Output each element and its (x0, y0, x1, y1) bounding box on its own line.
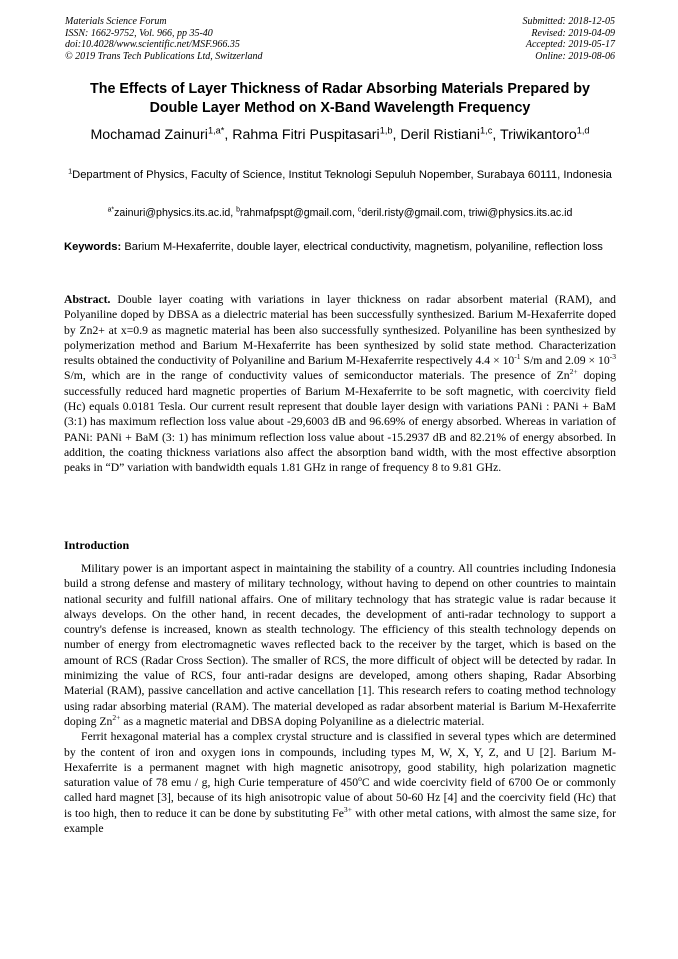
author-email[interactable]: deril.risty@gmail.com (361, 207, 463, 219)
affiliation (64, 168, 616, 183)
author-affiliation-marker: 1,d (576, 125, 590, 136)
paragraph-text: Ferrit hexagonal material has a complex crystal structure and is classified in several types which are determined by the content of iron and oxygen ions in compounds, including types M, W, X, Y, Z, and U [2]. Barium M-Hexaferrite is a permanent magnet with high magnetic anisotropy, good stability, high polarization magnetic saturation value of 78 emu / g, high Curie temperature of 450 (64, 730, 616, 790)
author-name: Deril Ristiani (400, 127, 481, 143)
author-email[interactable]: triwi@physics.its.ac.id (468, 207, 573, 219)
author-affiliation-marker: 1,a* (207, 125, 225, 136)
online-date: Online: 2019-08-06 (535, 50, 615, 62)
exponent: -1 (514, 352, 521, 362)
exponent: -3 (609, 352, 616, 362)
abstract-text: Double layer coating with variations in layer thickness on radar absorbent material (RAM), and Polyaniline doped by DBSA as a dielectric material has been successfully synthesized. Barium M-Hexaferrite doped by Zn2+ at x=0.9 as magnetic material has been also successfully synthesized. Polyaniline has been synthesized by polymerization method and Barium M-Hexaferrite has been synthesized by solid state method. Characterization results obtained the conductivity of Polyaniline and Barium M-Hexaferrite respectively 4.4 × 10 (64, 293, 617, 368)
doi-line: doi:10.4028/www.scientific.net/MSF.966.35 (65, 39, 240, 50)
author-affiliation-marker: 1,b (379, 125, 393, 136)
paragraph-text: as a magnetic material and DBSA doping Polyaniline as a dielectric material. (120, 714, 485, 728)
exponent: 2+ (112, 713, 121, 723)
keywords-label: Keywords: (64, 241, 122, 253)
journal-name: Materials Science Forum (65, 16, 167, 27)
author-list: Mochamad Zainuri$^{1,a*}$, Rahma Fitri Puspitasari$^{1,b}$, Deril Ristiani$^{1,c}$, Triwikantoro$^{1,d}$ (90, 125, 590, 143)
paragraph (64, 729, 616, 836)
author-email[interactable]: rahmafpspt@gmail.com (239, 207, 352, 219)
affiliation-text: Department of Physics, Faculty of Science, Institut Teknologi Sepuluh Nopember, Surabaya 60111, Indonesia (72, 169, 612, 181)
affiliation-marker: 1 (68, 166, 73, 176)
abstract-text: doping successfully reduced hard magnetic properties of Barium M-Hexaferrite to be soft magnetic, with coercivity field (Hc) equals 0.0181 Tesla. Our current result represent that double layer design with variations PANi : PANi + BaM (3:1) has maximum reflection loss value about -29,6003 dB and 96.69% of energy absorbed. Whereas in variation of PANi: PANi + BaM (3: 1) has minimum reflection loss value about -15.2937 dB and 82.21% of energy absorbed. In addition, the coating thickness variations also affect the absorption band width, with the most effective absorption peaks in “D” variation with bandwidth equals 1.81 GHz in range of frequency 8 to 9.81 GHz. (64, 369, 616, 475)
exponent: o (358, 774, 362, 784)
paragraph-text: with other metal cations, with almost the same size, for example (64, 806, 616, 836)
paragraph-text: C and wide coercivity field of 6700 Oe or commonly called hard magnet [3], because of its high anisotropic value of about 50-60 Hz [4] and the coercivity field (Hc) that is too high, then to reduce it can be done by substituting Fe (64, 776, 616, 820)
introduction-body (64, 561, 616, 836)
email-list: $^{a*}$zainuri@physics.its.ac.id, $^b$rahmafpspt@gmail.com, $^c$deril.risty@gmail.com, triwi@physics.its.ac.id (107, 206, 573, 219)
author-name: Triwikantoro (499, 127, 577, 143)
introduction-heading: Introduction (64, 538, 130, 552)
submitted-date: Submitted: 2018-12-05 (522, 16, 615, 27)
issn-line: ISSN: 1662-9752, Vol. 966, pp 35-40 (65, 27, 213, 39)
paper-title: The Effects of Layer Thickness of Radar Absorbing Materials Prepared by Double Layer Method on X-Band Wavelength Frequency (89, 81, 590, 116)
abstract-text: S/m and 2.09 × 10 (520, 354, 610, 368)
accepted-date: Accepted: 2019-05-17 (525, 39, 615, 50)
paragraph-text: Military power is an important aspect in maintaining the stability of a country. All countries including Indonesia build a strong defense and mastery of military technology, without having to depend on other countries to maintain national security and fulfill national affairs. One of military technology that has strategic value is radar because it always develops. On the other hand, in recent decades, the development of anti-radar technology to support a country's defense is increased, known as stealth technology. The efficiency of this stealth technology depends on number of energy from electromagnetic waves reflected back to the receiver by the target, which is based on the amount of RCS (Radar Cross Section). The smaller of RCS, the more difficult of object will be detected by radar. In minimizing the value of RCS, four anti-radar designs are developed, among others shaping, Radar Absorbing Material (RAM), passive cancellation and active cancellation [1]. This research refers to coating method technology using radar absorbing material (RAM). The material developed as radar absorbent material is Barium M-Hexaferrite doping Zn (64, 562, 616, 728)
keywords-text: Barium M-Hexaferrite, double layer, electrical conductivity, magnetism, polyaniline, reflection loss (124, 241, 603, 253)
email-marker: b (236, 206, 240, 214)
exponent: 3+ (343, 804, 352, 814)
author-name: Mochamad Zainuri (90, 127, 208, 143)
abstract-label: Abstract. (64, 293, 111, 306)
publication-dates (523, 16, 616, 62)
copyright-line: © 2019 Trans Tech Publications Ltd, Switzerland (65, 50, 263, 62)
email-marker: c (357, 206, 362, 214)
author-name: Rahma Fitri Puspitasari (232, 127, 380, 143)
paragraph (64, 561, 616, 729)
keywords-section (64, 240, 616, 256)
exponent: 2+ (569, 367, 578, 377)
revised-date: Revised: 2019-04-09 (531, 27, 615, 39)
email-marker: a* (107, 206, 115, 214)
journal-info (65, 16, 263, 62)
author-email[interactable]: zainuri@physics.its.ac.id (114, 207, 231, 219)
abstract-section (64, 292, 616, 476)
abstract-text: S/m, which are in the range of conductivity values of semiconductor materials. The presence of Zn (64, 369, 570, 383)
author-affiliation-marker: 1,c (480, 125, 493, 136)
